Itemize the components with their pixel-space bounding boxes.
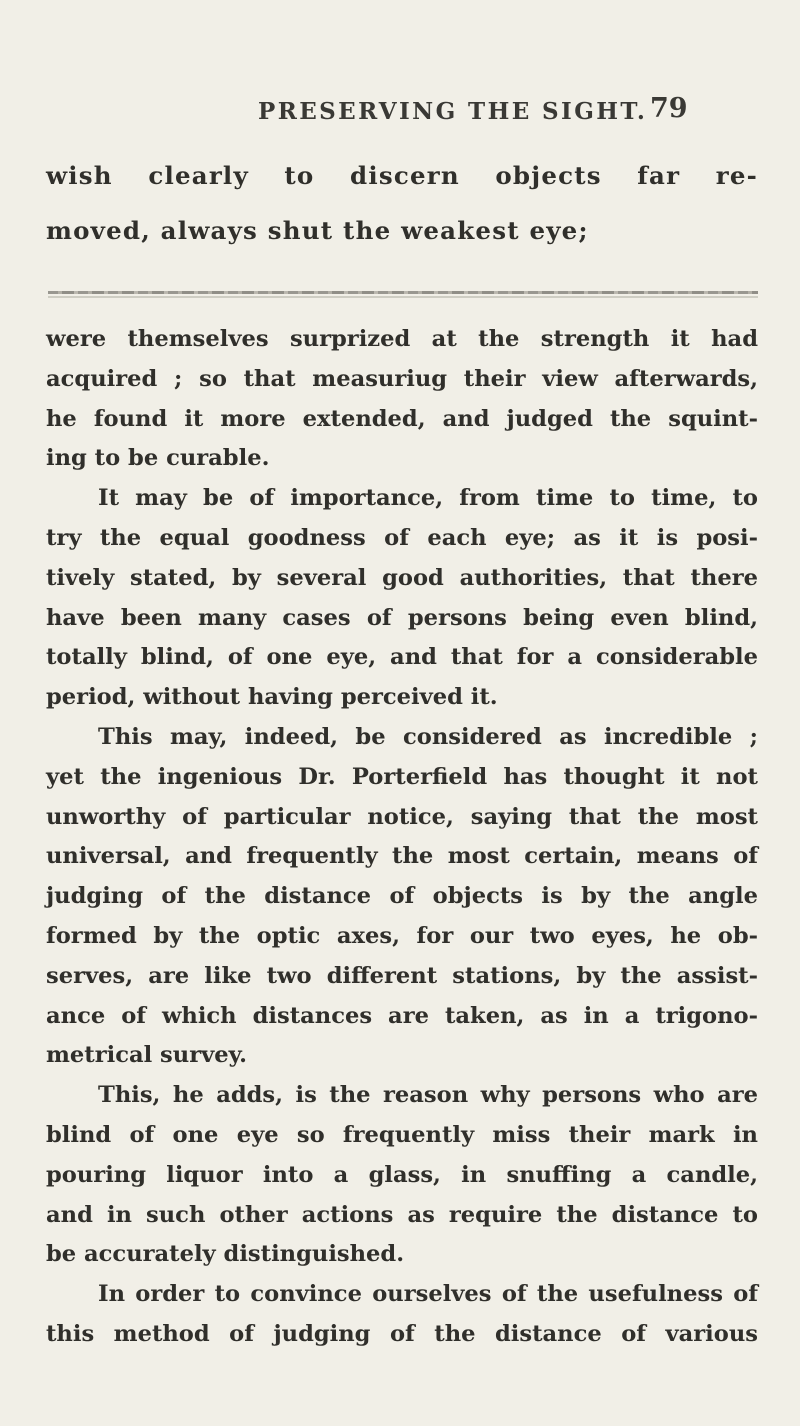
text-line: were themselves surprized at the strength it had xyxy=(46,326,758,352)
text-line: formed by the optic axes, for our two eyes, he ob- xyxy=(46,923,758,949)
text-line: pouring liquor into a glass, in snuffing a candle, xyxy=(46,1162,758,1188)
text-line: It may be of importance, from time to time, to xyxy=(98,485,758,511)
text-line: and in such other actions as require the distance to xyxy=(46,1202,758,1228)
text-line: this method of judging of the distance of various xyxy=(46,1321,758,1347)
text-line: totally blind, of one eye, and that for a considerable xyxy=(46,644,758,670)
text-line: This, he adds, is the reason why persons who are xyxy=(98,1082,758,1108)
text-line: have been many cases of persons being even blind, xyxy=(46,605,758,631)
text-line: try the equal goodness of each eye; as it is posi- xyxy=(46,525,758,551)
text-line: ing to be curable. xyxy=(46,445,270,471)
text-line: universal, and frequently the most certain, means of xyxy=(46,843,758,869)
text-line: yet the ingenious Dr. Porterfield has thought it not xyxy=(46,764,758,790)
text-line: blind of one eye so frequently miss their mark in xyxy=(46,1122,758,1148)
text-line: metrical survey. xyxy=(46,1042,248,1068)
text-line: unworthy of particular notice, saying that the most xyxy=(46,804,758,830)
text-line: In order to convince ourselves of the usefulness of xyxy=(98,1281,758,1307)
text-line: be accurately distinguished. xyxy=(46,1241,405,1267)
text-line: wish clearly to discern objects far re- xyxy=(46,161,758,190)
running-title: PRESERVING THE SIGHT. xyxy=(258,98,648,125)
page-header xyxy=(0,93,800,138)
text-line: acquired ; so that measuriug their view afterwards, xyxy=(46,366,758,392)
text-line: serves, are like two different stations, by the assist- xyxy=(46,963,758,989)
page-divider-shadow xyxy=(48,296,758,298)
text-line: ance of which distances are taken, as in a trigono- xyxy=(46,1003,758,1029)
text-line: judging of the distance of objects is by the angle xyxy=(46,883,758,909)
text-line: he found it more extended, and judged the squint- xyxy=(46,406,758,432)
page-number: 79 xyxy=(650,93,688,124)
text-line: tively stated, by several good authorities, that there xyxy=(46,565,758,591)
page-divider xyxy=(48,291,758,294)
text-line: moved, always shut the weakest eye; xyxy=(46,216,589,245)
text-line: period, without having perceived it. xyxy=(46,684,498,710)
text-line: This may, indeed, be considered as incredible ; xyxy=(98,724,758,750)
